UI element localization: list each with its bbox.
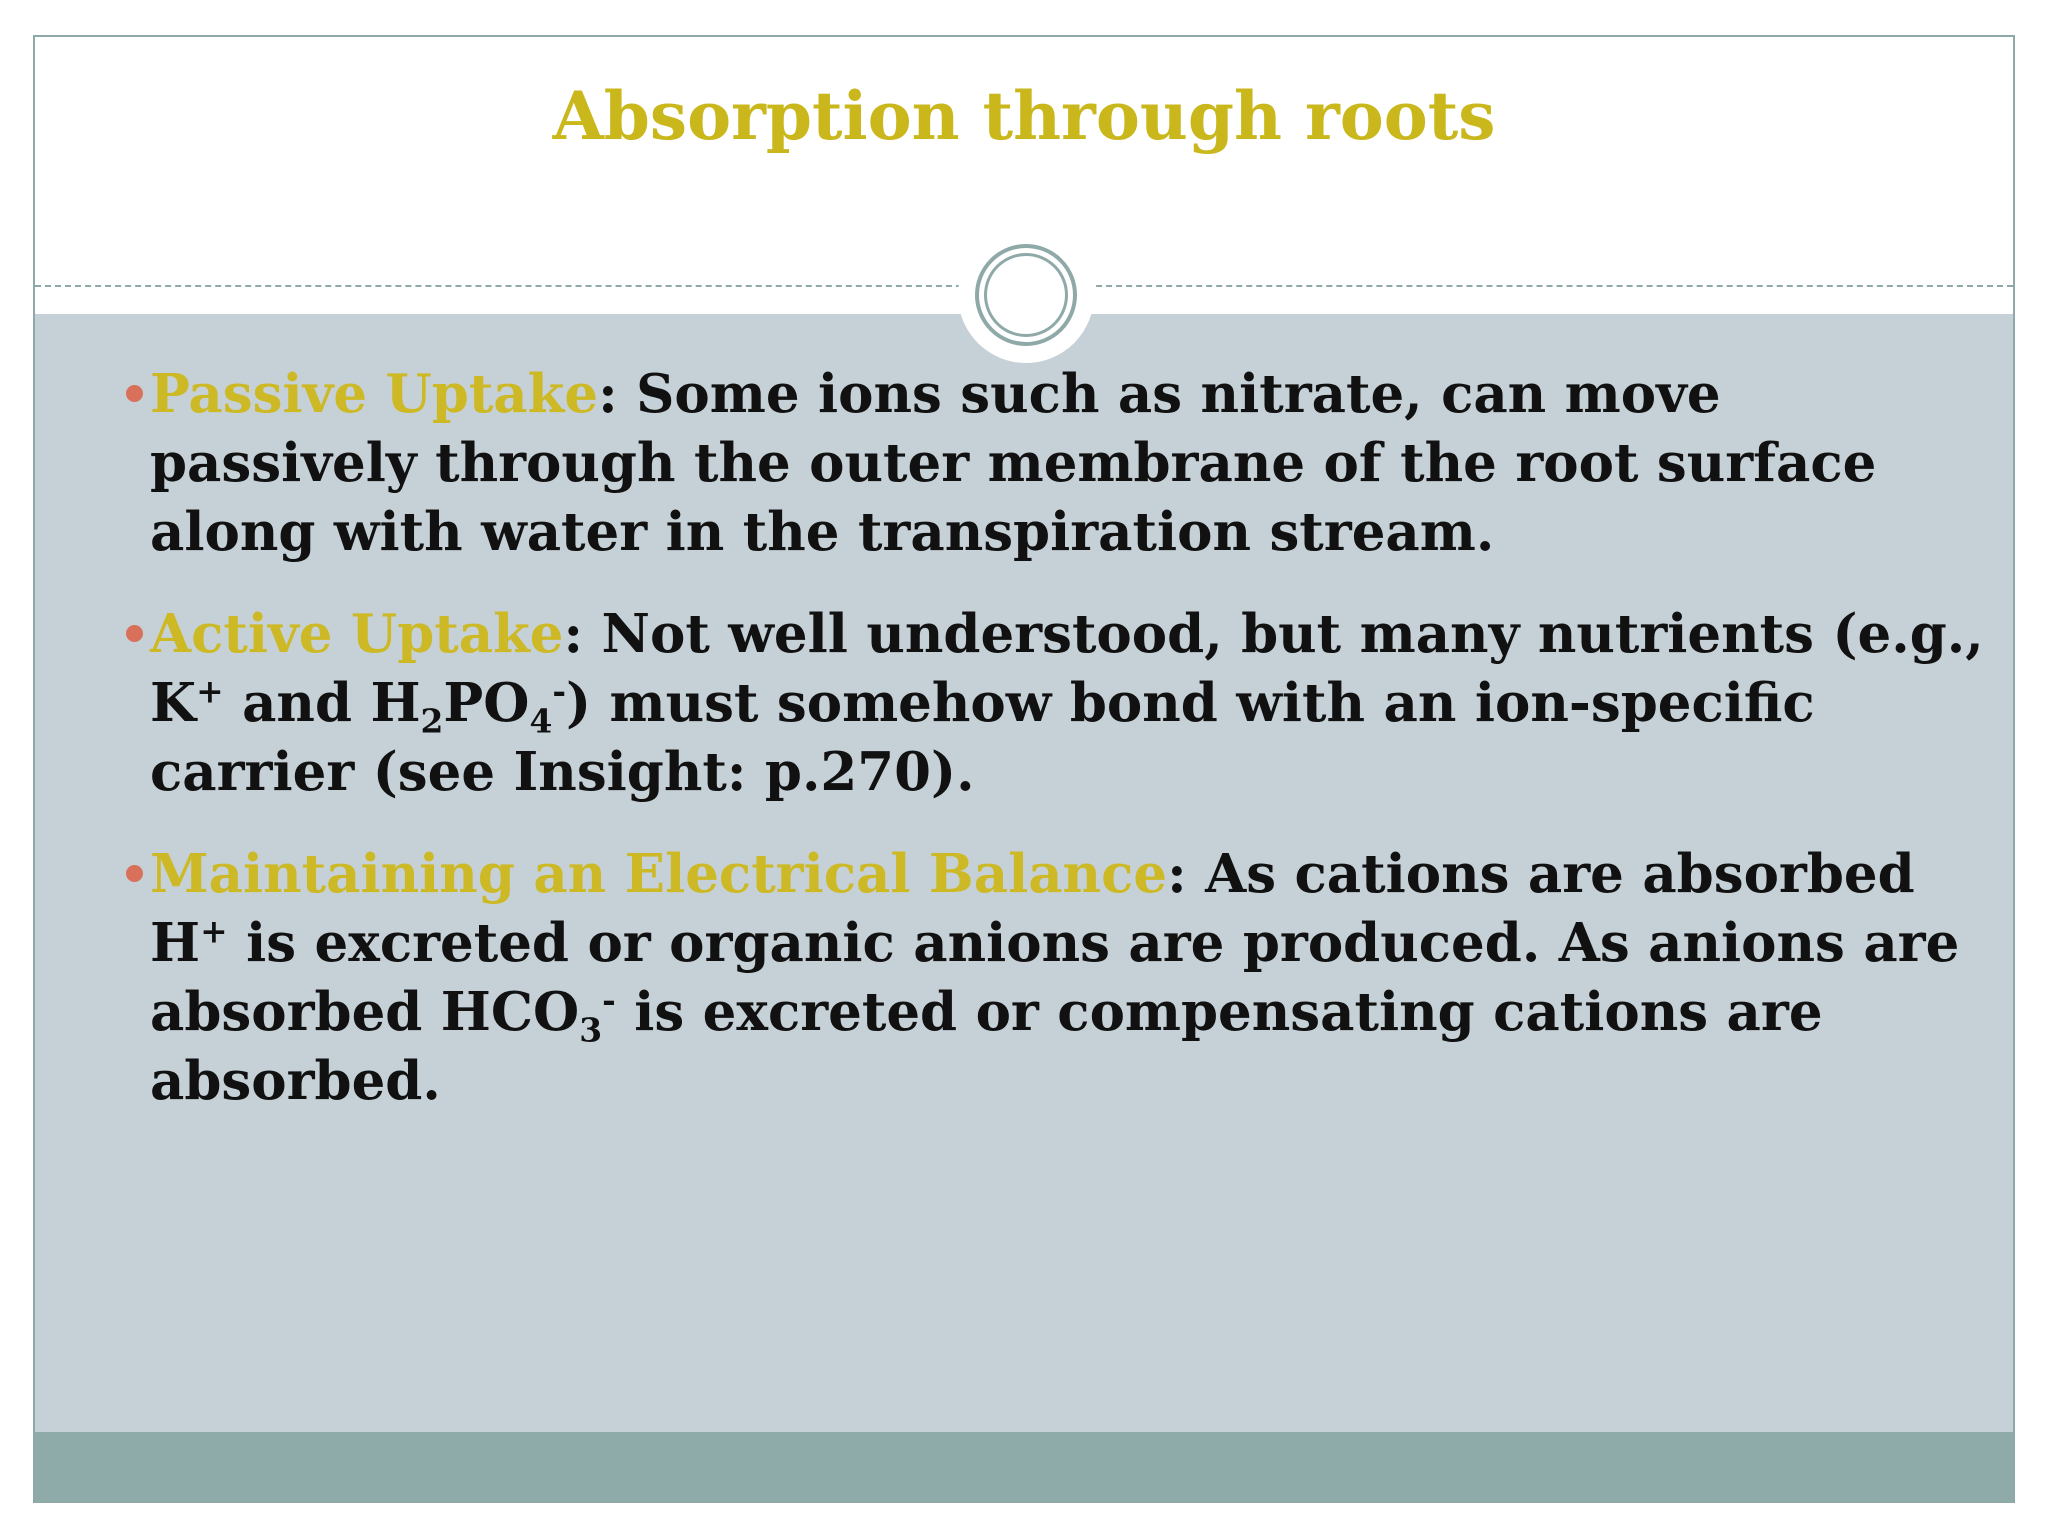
term-passive-uptake: Passive Uptake [150,363,599,425]
bullet-text: PO [443,672,530,734]
superscript-minus: - [552,671,566,711]
footer-band [35,1432,2013,1503]
subscript-2: 2 [420,701,444,741]
term-electrical-balance: Maintaining an Electrical Balance [150,843,1168,905]
bullet-text: and H [223,672,421,734]
superscript-plus: + [196,671,224,711]
term-active-uptake: Active Uptake [150,603,564,665]
bullet-text: ) must somehow bond with an ion-specific carrier (see Insight: p.270). [150,672,1815,803]
bullet-text: is excreted or compensating cations are absorbed. [150,981,1823,1112]
bullet-electrical-balance [150,840,1990,1116]
subscript-4: 4 [529,701,553,741]
bullet-dot-icon [126,625,143,642]
subscript-3: 3 [579,1010,603,1050]
bullet-passive-uptake [150,360,1990,567]
bullet-text: : Not well understood, but many nutrients (e.g., K [150,603,1984,734]
slide-title: Absorption through roots [552,77,1496,155]
bullet-dot-icon [126,865,143,882]
superscript-plus: + [200,911,228,951]
bullet-list [150,360,1990,1149]
bullet-active-uptake [150,600,1990,807]
divider-circle-inner-ring [984,253,1068,337]
slide [33,35,2015,1503]
bullet-text: : Some ions such as nitrate, can move passively through the outer membrane of the root surface along with water in the transpiration stream. [150,363,1877,563]
bullet-text: is excreted or organic anions are produced. As anions are absorbed HCO [150,912,1960,1043]
superscript-minus: - [602,980,616,1020]
bullet-text: : As cations are absorbed H [150,843,1915,974]
bullet-dot-icon [126,385,143,402]
